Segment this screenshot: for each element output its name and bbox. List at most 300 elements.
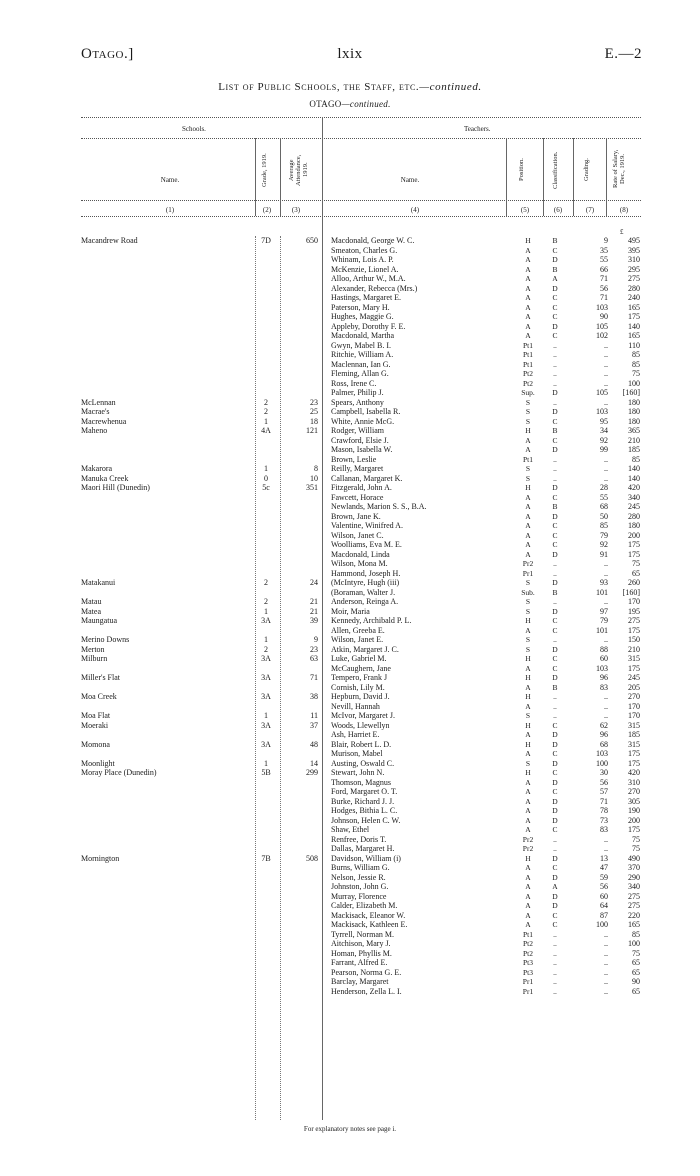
classification-cell: C bbox=[552, 293, 558, 302]
classification-cell: C bbox=[552, 920, 558, 929]
classification-cell: C bbox=[552, 302, 558, 312]
group-header-rule bbox=[81, 138, 641, 139]
classification-cell: D bbox=[552, 758, 558, 768]
grade-cell: 7D bbox=[261, 236, 271, 245]
attendance-cell: 8 bbox=[314, 464, 318, 473]
teacher-name: Newlands, Marion S. S., B.A. bbox=[331, 502, 427, 511]
table-row bbox=[0, 873, 700, 883]
classification-cell: .. bbox=[553, 939, 557, 948]
classification-cell: .. bbox=[553, 454, 557, 464]
teacher-name: McIvor, Margaret J. bbox=[331, 711, 395, 720]
classification-cell: D bbox=[552, 407, 558, 416]
classification-cell: .. bbox=[553, 711, 557, 720]
number-row-rule bbox=[81, 216, 641, 217]
position-cell: H bbox=[525, 720, 531, 730]
teacher-name: Dallas, Margaret H. bbox=[331, 844, 395, 853]
table-row bbox=[0, 730, 700, 740]
salary-cell: 165 bbox=[628, 331, 640, 340]
attendance-cell: 650 bbox=[306, 236, 318, 245]
table-row bbox=[0, 654, 700, 664]
position-cell: A bbox=[525, 435, 531, 445]
grading-cell: 103 bbox=[596, 407, 608, 416]
table-row bbox=[0, 255, 700, 265]
school-name: Makarora bbox=[81, 464, 113, 473]
grading-salary-divider bbox=[606, 138, 607, 216]
grading-cell: 47 bbox=[600, 863, 608, 872]
table-row bbox=[0, 816, 700, 826]
position-cell: Pr1 bbox=[522, 986, 534, 996]
classification-cell: D bbox=[552, 255, 558, 264]
grading-cell: 59 bbox=[600, 872, 608, 882]
teacher-name: Hastings, Margaret E. bbox=[331, 293, 402, 302]
grading-cell: 64 bbox=[600, 901, 608, 910]
table-row bbox=[0, 787, 700, 797]
col-number-1: (1) bbox=[165, 206, 175, 214]
teacher-name: Macdonald, Martha bbox=[331, 331, 395, 340]
teacher-position-divider bbox=[506, 138, 507, 216]
table-row bbox=[0, 369, 700, 379]
classification-cell: D bbox=[552, 872, 558, 882]
salary-cell: 110 bbox=[628, 340, 640, 350]
col-number-2: (2) bbox=[262, 206, 272, 214]
teacher-name: Austing, Oswald C. bbox=[331, 758, 395, 768]
school-name: Maori Hill (Dunedin) bbox=[81, 483, 150, 492]
col-number-6: (6) bbox=[553, 206, 563, 214]
table-row bbox=[0, 512, 700, 522]
teacher-name: Burns, William G. bbox=[331, 863, 390, 872]
grading-cell: 78 bbox=[600, 806, 608, 815]
school-name: Maheno bbox=[81, 426, 108, 435]
table-row bbox=[0, 825, 700, 835]
salary-cell: 315 bbox=[628, 739, 640, 749]
grading-cell: .. bbox=[604, 350, 608, 359]
grading-cell: 90 bbox=[600, 312, 608, 321]
table-row bbox=[0, 749, 700, 759]
classification-cell: B bbox=[552, 587, 558, 597]
table-row bbox=[0, 626, 700, 636]
teacher-name: Murray, Florence bbox=[331, 891, 387, 901]
teacher-name: Hughes, Maggie G. bbox=[331, 312, 394, 321]
salary-cell: 260 bbox=[628, 578, 640, 587]
salary-cell: 180 bbox=[628, 397, 640, 407]
grading-cell: 88 bbox=[600, 644, 608, 654]
salary-cell: 195 bbox=[628, 606, 640, 616]
classification-cell: .. bbox=[553, 350, 557, 359]
table-top-rule bbox=[81, 117, 641, 118]
classification-cell: C bbox=[552, 416, 558, 426]
grading-cell: 62 bbox=[600, 720, 608, 730]
grade-cell: 3A bbox=[261, 654, 271, 663]
grading-cell: .. bbox=[604, 844, 608, 853]
school-name: Matea bbox=[81, 606, 101, 616]
salary-cell: 420 bbox=[628, 768, 640, 777]
col-number-3: (3) bbox=[291, 206, 301, 214]
classification-cell: D bbox=[552, 511, 558, 521]
table-row bbox=[0, 398, 700, 408]
position-cell: Pt3 bbox=[522, 967, 533, 977]
teacher-name: Fitzgerald, John A. bbox=[331, 483, 392, 492]
position-cell: S bbox=[525, 711, 531, 720]
teacher-name: Johnson, Helen C. W. bbox=[331, 815, 401, 825]
salary-cell: 340 bbox=[628, 492, 640, 502]
table-row bbox=[0, 797, 700, 807]
school-name: Moonlight bbox=[81, 758, 115, 768]
table-row bbox=[0, 312, 700, 322]
name-grade-divider bbox=[255, 138, 256, 216]
position-cell: S bbox=[525, 464, 531, 473]
table-row bbox=[0, 578, 700, 588]
position-cell: S bbox=[525, 597, 531, 606]
grading-cell: 57 bbox=[600, 787, 608, 796]
position-cell: A bbox=[525, 901, 531, 910]
school-name: Moa Flat bbox=[81, 711, 111, 720]
classification-cell: D bbox=[552, 321, 558, 331]
position-cell: Pt2 bbox=[522, 378, 533, 388]
teacher-name: Brown, Jane K. bbox=[331, 511, 381, 521]
teacher-name: Macdonald, George W. C. bbox=[331, 236, 415, 245]
grading-cell: 13 bbox=[600, 853, 608, 863]
position-cell: S bbox=[525, 578, 531, 587]
grading-cell: 50 bbox=[600, 511, 608, 521]
teacher-name: Shaw, Ethel bbox=[331, 825, 370, 834]
salary-cell: 210 bbox=[628, 644, 640, 654]
grade-cell: 1 bbox=[264, 606, 268, 616]
salary-cell: 175 bbox=[628, 625, 640, 635]
position-class-divider bbox=[543, 138, 544, 216]
salary-cell: 175 bbox=[628, 825, 640, 834]
position-cell: Pt2 bbox=[522, 948, 533, 958]
footnote: For explanatory notes see page i. bbox=[303, 1125, 397, 1133]
table-row bbox=[0, 417, 700, 427]
grading-cell: 105 bbox=[596, 321, 608, 331]
grading-cell: .. bbox=[604, 397, 608, 407]
salary-cell: 280 bbox=[628, 283, 640, 293]
teacher-name: Campbell, Isabella R. bbox=[331, 407, 401, 416]
grading-cell: 101 bbox=[596, 587, 608, 597]
table-row bbox=[0, 445, 700, 455]
classification-cell: .. bbox=[553, 369, 557, 378]
classification-cell: C bbox=[552, 768, 558, 777]
teacher-name: Ritchie, William A. bbox=[331, 350, 394, 359]
grade-cell: 3A bbox=[261, 616, 271, 625]
position-cell: S bbox=[525, 758, 531, 768]
grade-cell: 0 bbox=[264, 473, 268, 483]
table-row bbox=[0, 863, 700, 873]
salary-cell: 205 bbox=[628, 682, 640, 692]
teacher-name: Tyrrell, Norman M. bbox=[331, 929, 394, 939]
classification-cell: C bbox=[552, 663, 558, 673]
table-row bbox=[0, 559, 700, 569]
salary-cell: 270 bbox=[628, 787, 640, 796]
teacher-name: Brown, Leslie bbox=[331, 454, 377, 464]
teacher-name: Johnston, John G. bbox=[331, 882, 389, 891]
grade-cell: 1 bbox=[264, 635, 268, 644]
position-cell: Pr1 bbox=[522, 977, 534, 986]
classification-cell: .. bbox=[553, 597, 557, 606]
table-row bbox=[0, 464, 700, 474]
classification-cell: C bbox=[552, 245, 558, 255]
salary-cell: 175 bbox=[628, 663, 640, 673]
grade-cell: 3A bbox=[261, 739, 271, 749]
classification-cell: C bbox=[552, 863, 558, 872]
position-cell: S bbox=[525, 473, 531, 483]
classification-cell: .. bbox=[553, 397, 557, 407]
grade-cell: 2 bbox=[264, 597, 268, 606]
table-row bbox=[0, 711, 700, 721]
grading-cell: 93 bbox=[600, 578, 608, 587]
salary-cell: 85 bbox=[632, 350, 640, 359]
table-row bbox=[0, 759, 700, 769]
table-title-main: List of Public Schools, the Staff, etc. bbox=[218, 81, 420, 93]
teacher-name: Stewart, John N. bbox=[331, 768, 385, 777]
table-row bbox=[0, 844, 700, 854]
teacher-name: Spears, Anthony bbox=[331, 397, 384, 407]
table-subtitle bbox=[0, 99, 700, 109]
position-cell: A bbox=[525, 806, 531, 815]
salary-cell: 65 bbox=[632, 967, 640, 977]
grade-attendance-divider bbox=[280, 138, 281, 216]
teacher-name: White, Annie McG. bbox=[331, 416, 395, 426]
table-row bbox=[0, 274, 700, 284]
table-row bbox=[0, 645, 700, 655]
teacher-name: Fleming, Allan G. bbox=[331, 369, 389, 378]
teacher-name: Ford, Margaret O. T. bbox=[331, 787, 398, 796]
salary-cell: 85 bbox=[632, 929, 640, 939]
teacher-name: Valentine, Winifred A. bbox=[331, 521, 403, 530]
table-row bbox=[0, 303, 700, 313]
classification-cell: D bbox=[552, 796, 558, 806]
salary-cell: 175 bbox=[628, 312, 640, 321]
teacher-name: Henderson, Zella L. I. bbox=[331, 986, 402, 996]
grading-cell: 83 bbox=[600, 682, 608, 692]
position-cell: A bbox=[525, 511, 531, 521]
teacher-name: Murison, Mabel bbox=[331, 749, 383, 758]
table-row bbox=[0, 968, 700, 978]
teacher-name: Thomson, Magnus bbox=[331, 777, 391, 787]
salary-cell: 340 bbox=[628, 882, 640, 891]
grade-cell: 1 bbox=[264, 758, 268, 768]
teacher-name: Mackisack, Kathleen E. bbox=[331, 920, 408, 929]
classification-cell: .. bbox=[553, 986, 557, 996]
table-row bbox=[0, 673, 700, 683]
salary-cell: 90 bbox=[632, 977, 640, 986]
position-cell: Pt2 bbox=[522, 939, 533, 948]
grading-cell: 97 bbox=[600, 606, 608, 616]
teacher-name: Pearson, Norma G. E. bbox=[331, 967, 402, 977]
classification-cell: C bbox=[552, 625, 558, 635]
position-cell: S bbox=[525, 644, 531, 654]
table-row bbox=[0, 388, 700, 398]
position-cell: Pr2 bbox=[522, 559, 534, 568]
position-cell: A bbox=[525, 910, 531, 920]
classification-cell: C bbox=[552, 749, 558, 758]
table-row bbox=[0, 293, 700, 303]
position-cell: Pr2 bbox=[522, 844, 534, 853]
grading-cell: 92 bbox=[600, 540, 608, 549]
position-cell: Pt3 bbox=[522, 958, 533, 967]
table-row bbox=[0, 721, 700, 731]
group-header-schools: Schools. bbox=[182, 125, 206, 133]
grade-cell: 2 bbox=[264, 578, 268, 587]
teacher-name: Allen, Greeba E. bbox=[331, 625, 385, 635]
classification-cell: .. bbox=[553, 340, 557, 350]
grade-cell: 2 bbox=[264, 397, 268, 407]
grade-cell: 4A bbox=[261, 426, 271, 435]
grade-cell: 2 bbox=[264, 644, 268, 654]
position-cell: A bbox=[525, 701, 531, 711]
salary-cell: 210 bbox=[628, 435, 640, 445]
salary-cell: 245 bbox=[628, 502, 640, 511]
school-name: Momona bbox=[81, 739, 110, 749]
grading-cell: 66 bbox=[600, 264, 608, 274]
attendance-cell: 14 bbox=[310, 758, 318, 768]
grading-cell: .. bbox=[604, 635, 608, 644]
salary-cell: 85 bbox=[632, 454, 640, 464]
classification-cell: D bbox=[552, 739, 558, 749]
table-row bbox=[0, 806, 700, 816]
table-row bbox=[0, 455, 700, 465]
salary-cell: 65 bbox=[632, 568, 640, 578]
table-row bbox=[0, 474, 700, 484]
col-header-school-name: Name. bbox=[160, 176, 180, 184]
table-row bbox=[0, 882, 700, 892]
teacher-name: Ash, Harriet E. bbox=[331, 730, 380, 739]
position-cell: A bbox=[525, 882, 531, 891]
salary-cell: 185 bbox=[628, 445, 640, 454]
table-row bbox=[0, 540, 700, 550]
grading-cell: .. bbox=[604, 977, 608, 986]
table-row bbox=[0, 958, 700, 968]
salary-cell: 315 bbox=[628, 654, 640, 663]
position-cell: Pt2 bbox=[522, 369, 533, 378]
grading-cell: .. bbox=[604, 929, 608, 939]
col-header-grade: Grade, 1919. bbox=[261, 153, 268, 187]
table-row bbox=[0, 322, 700, 332]
position-cell: H bbox=[525, 768, 531, 777]
position-cell: A bbox=[525, 312, 531, 321]
grading-cell: 105 bbox=[596, 388, 608, 397]
salary-cell: 175 bbox=[628, 540, 640, 549]
position-cell: S bbox=[525, 416, 531, 426]
table-row bbox=[0, 436, 700, 446]
table-row bbox=[0, 483, 700, 493]
grade-cell: 5c bbox=[262, 483, 270, 492]
table-title-continued: —continued. bbox=[419, 81, 482, 93]
grading-cell: 68 bbox=[600, 502, 608, 511]
salary-cell: 170 bbox=[628, 711, 640, 720]
attendance-cell: 38 bbox=[310, 692, 318, 701]
teacher-name: Woolliams, Eva M. E. bbox=[331, 540, 402, 549]
col-header-teacher-name: Name. bbox=[400, 176, 420, 184]
classification-cell: C bbox=[552, 787, 558, 796]
table-row bbox=[0, 341, 700, 351]
attendance-cell: 121 bbox=[306, 426, 318, 435]
classification-cell: C bbox=[552, 616, 558, 625]
table-row bbox=[0, 911, 700, 921]
classification-cell: C bbox=[552, 521, 558, 530]
salary-cell: 85 bbox=[632, 359, 640, 369]
position-cell: A bbox=[525, 730, 531, 739]
grading-cell: 55 bbox=[600, 255, 608, 264]
school-name: Macrae's bbox=[81, 407, 110, 416]
position-cell: H bbox=[525, 236, 531, 245]
classification-cell: .. bbox=[553, 701, 557, 711]
table-row bbox=[0, 265, 700, 275]
table-row bbox=[0, 740, 700, 750]
grading-cell: .. bbox=[604, 986, 608, 996]
position-cell: H bbox=[525, 426, 531, 435]
salary-cell: 280 bbox=[628, 511, 640, 521]
grading-cell: .. bbox=[604, 559, 608, 568]
classification-cell: D bbox=[552, 644, 558, 654]
grading-cell: 56 bbox=[600, 777, 608, 787]
salary-cell: 275 bbox=[628, 891, 640, 901]
teacher-name: Nelson, Jessie R. bbox=[331, 872, 386, 882]
salary-cell: 395 bbox=[628, 245, 640, 255]
position-cell: A bbox=[525, 549, 531, 559]
salary-cell: 170 bbox=[628, 701, 640, 711]
position-cell: A bbox=[525, 920, 531, 929]
classification-cell: .. bbox=[553, 692, 557, 701]
position-cell: A bbox=[525, 530, 531, 540]
classification-cell: C bbox=[552, 331, 558, 340]
teacher-name: Blair, Robert L. D. bbox=[331, 739, 392, 749]
teacher-name: Homan, Phyllis M. bbox=[331, 948, 392, 958]
table-row bbox=[0, 597, 700, 607]
position-cell: A bbox=[525, 891, 531, 901]
position-cell: A bbox=[525, 255, 531, 264]
position-cell: S bbox=[525, 635, 531, 644]
grading-cell: 56 bbox=[600, 882, 608, 891]
grading-cell: 34 bbox=[600, 426, 608, 435]
table-row bbox=[0, 379, 700, 389]
classification-cell: C bbox=[552, 654, 558, 663]
table-row bbox=[0, 778, 700, 788]
col-number-7: (7) bbox=[585, 206, 595, 214]
classification-cell: .. bbox=[553, 378, 557, 388]
salary-cell: 310 bbox=[628, 255, 640, 264]
salary-cell: 180 bbox=[628, 521, 640, 530]
classification-cell: D bbox=[552, 578, 558, 587]
col-header-position: Position. bbox=[518, 158, 525, 182]
classification-cell: .. bbox=[553, 559, 557, 568]
table-row bbox=[0, 569, 700, 579]
salary-cell: 365 bbox=[628, 426, 640, 435]
table-row bbox=[0, 987, 700, 997]
grading-cell: 28 bbox=[600, 483, 608, 492]
table-row bbox=[0, 930, 700, 940]
position-cell: A bbox=[525, 502, 531, 511]
school-name: Moray Place (Dunedin) bbox=[81, 768, 157, 777]
attendance-cell: 24 bbox=[310, 578, 318, 587]
grading-cell: .. bbox=[604, 464, 608, 473]
table-row bbox=[0, 977, 700, 987]
table-row bbox=[0, 521, 700, 531]
col-header-grading: Grading. bbox=[583, 158, 590, 182]
classification-cell: D bbox=[552, 283, 558, 293]
teacher-name: (Boraman, Walter J. bbox=[331, 587, 396, 597]
table-row bbox=[0, 588, 700, 598]
classification-cell: .. bbox=[553, 568, 557, 578]
teacher-name: Callanan, Margaret K. bbox=[331, 473, 403, 483]
classification-cell: C bbox=[552, 910, 558, 920]
grading-cell: 56 bbox=[600, 283, 608, 293]
teacher-name: Smeaton, Charles G. bbox=[331, 245, 398, 255]
teacher-name: Maclennan, Ian G. bbox=[331, 359, 391, 369]
position-cell: Pr1 bbox=[522, 568, 534, 578]
col-header-classification: Classification. bbox=[552, 151, 559, 189]
salary-cell: 170 bbox=[628, 597, 640, 606]
